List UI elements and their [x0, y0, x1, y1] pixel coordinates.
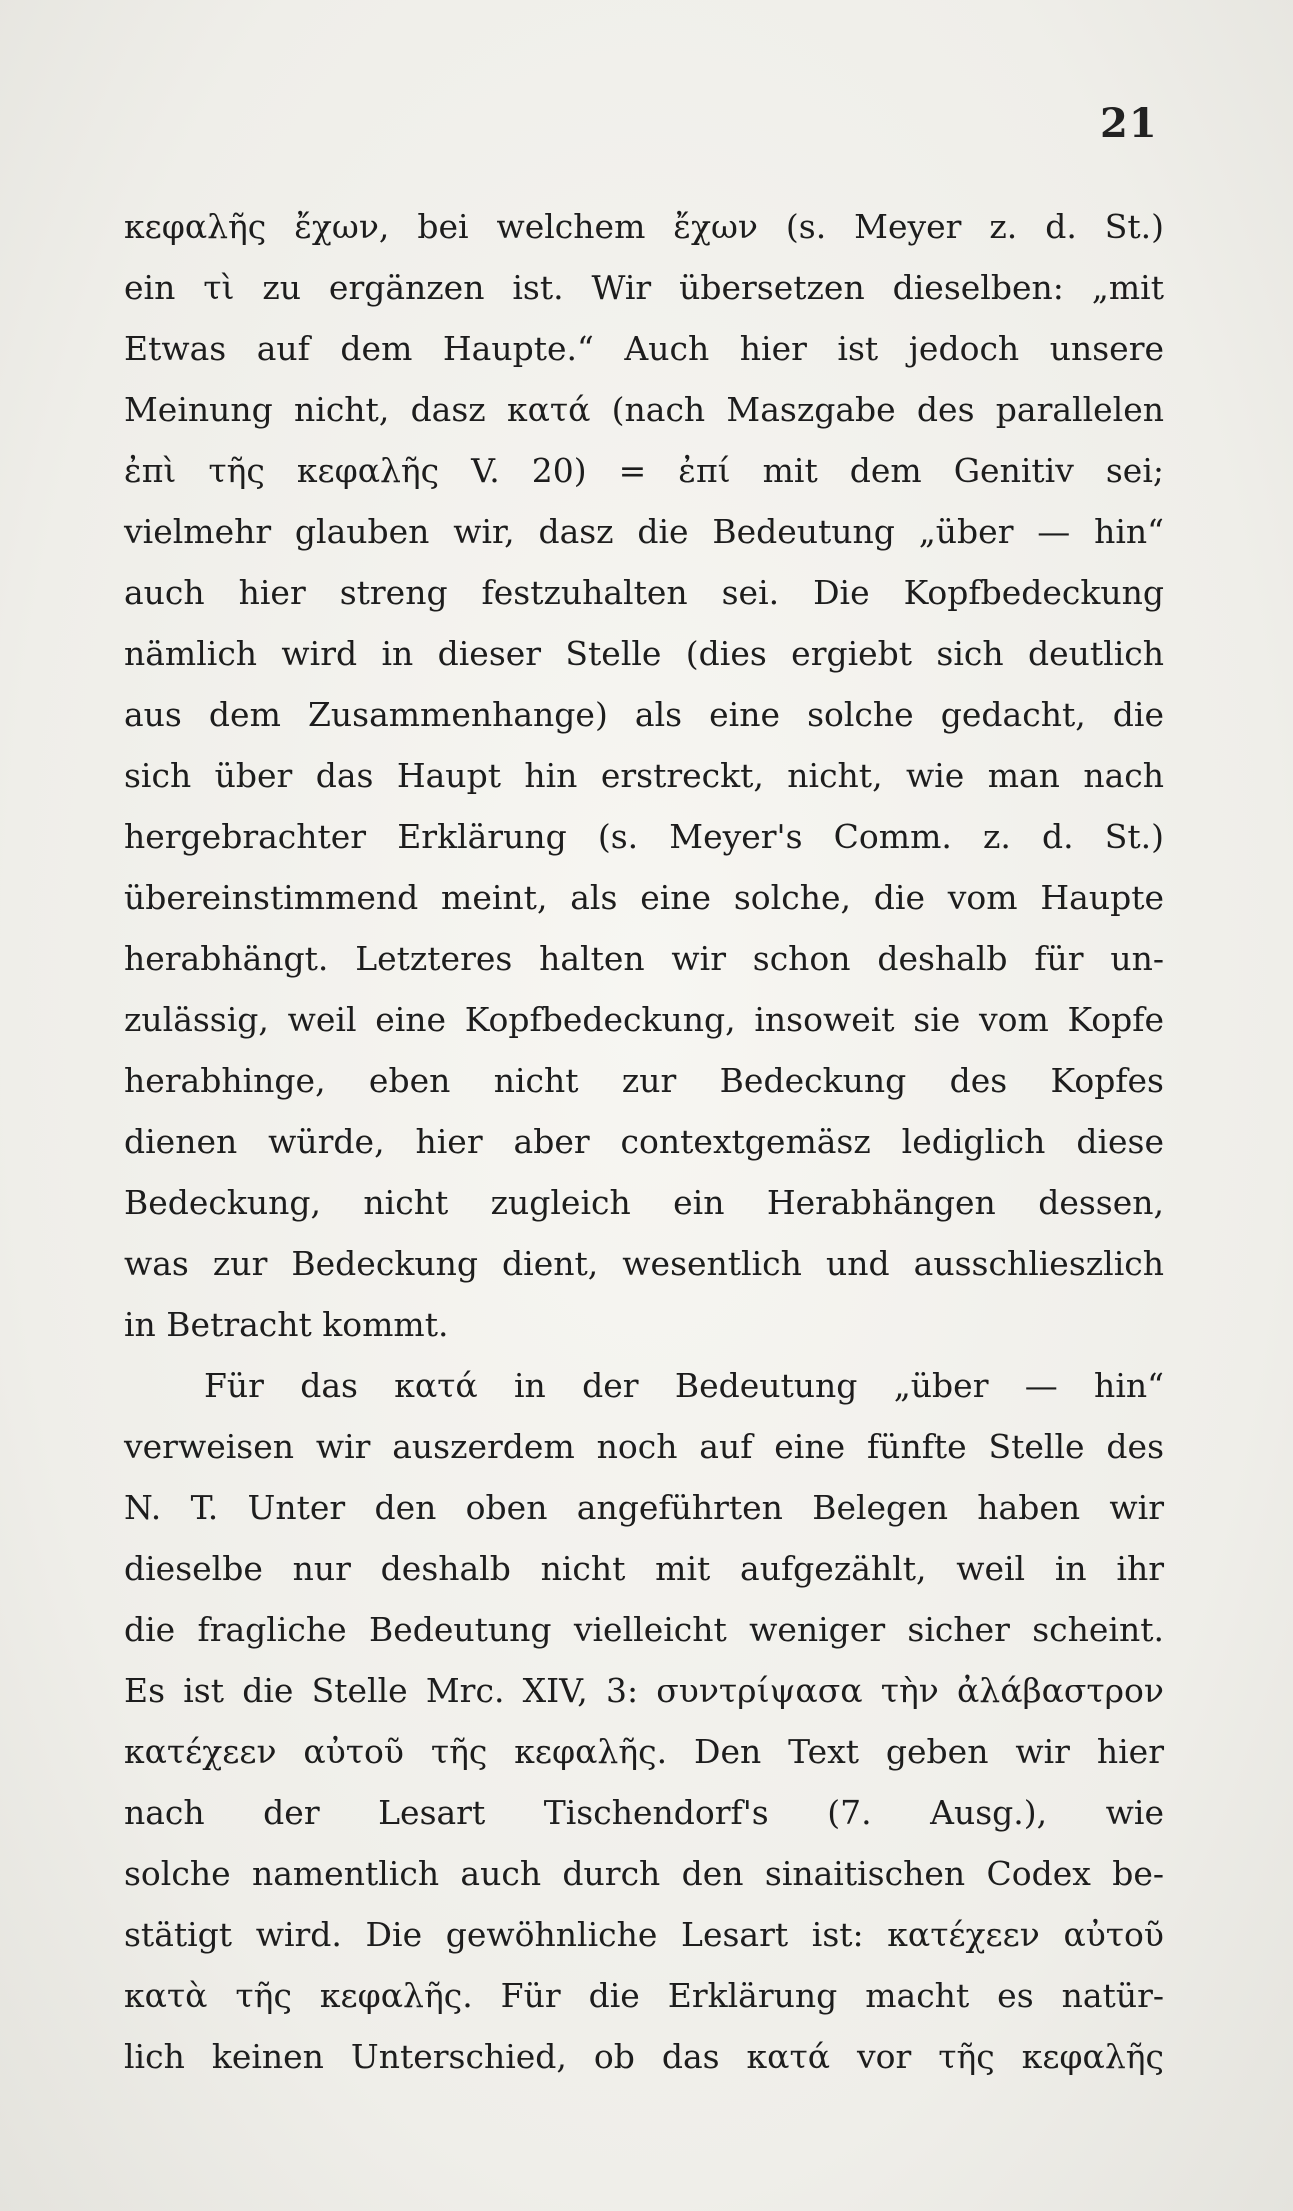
text-line: κεφαλῆς ἔχων, bei welchem ἔχων (s. Meyer z. d. St.) — [124, 207, 1164, 246]
page-number: 21 — [1100, 100, 1158, 147]
text-line: N. T. Unter den oben angeführten Belegen haben wir — [124, 1488, 1164, 1527]
text-line: herabhängt. Letzteres halten wir schon deshalb für un- — [124, 939, 1164, 978]
text-line: ἐπὶ τῆς κεφαλῆς V. 20) = ἐπί mit dem Genitiv sei; — [124, 451, 1164, 490]
text-line: κατέχεεν αὐτοῦ τῆς κεφαλῆς. Den Text geben wir hier — [124, 1732, 1164, 1771]
text-line-paragraph-start: Für das κατά in der Bedeutung „über — hin“ — [204, 1366, 1164, 1405]
text-line: verweisen wir auszerdem noch auf eine fünfte Stelle des — [124, 1427, 1164, 1466]
body-text — [124, 196, 1164, 2087]
text-line: stätigt wird. Die gewöhnliche Lesart ist: κατέχεεν αὐτοῦ — [124, 1915, 1164, 1954]
text-line: vielmehr glauben wir, dasz die Bedeutung „über — hin“ — [124, 512, 1164, 551]
text-line: Meinung nicht, dasz κατά (nach Maszgabe des parallelen — [124, 390, 1164, 429]
text-line: die fragliche Bedeutung vielleicht weniger sicher scheint. — [124, 1610, 1164, 1649]
text-line: lich keinen Unterschied, ob das κατά vor τῆς κεφαλῆς — [124, 2037, 1164, 2076]
text-line: herabhinge, eben nicht zur Bedeckung des Kopfes — [124, 1061, 1164, 1100]
text-line: was zur Bedeckung dient, wesentlich und ausschlieszlich — [124, 1244, 1164, 1283]
text-line: Etwas auf dem Haupte.“ Auch hier ist jedoch unsere — [124, 329, 1164, 368]
text-line: hergebrachter Erklärung (s. Meyer's Comm. z. d. St.) — [124, 817, 1164, 856]
text-line-paragraph-end: in Betracht kommt. — [124, 1305, 449, 1344]
text-line: Es ist die Stelle Mrc. XIV, 3: συντρίψασα τὴν ἀλάβαστρον — [124, 1671, 1164, 1710]
text-line: nach der Lesart Tischendorf's (7. Ausg.), wie — [124, 1793, 1164, 1832]
text-line: zulässig, weil eine Kopfbedeckung, insoweit sie vom Kopfe — [124, 1000, 1164, 1039]
text-line: dieselbe nur deshalb nicht mit aufgezählt, weil in ihr — [124, 1549, 1164, 1588]
text-line: auch hier streng festzuhalten sei. Die Kopfbedeckung — [124, 573, 1164, 612]
text-line: Bedeckung, nicht zugleich ein Herabhängen dessen, — [124, 1183, 1164, 1222]
text-line: aus dem Zusammenhange) als eine solche gedacht, die — [124, 695, 1164, 734]
text-line: übereinstimmend meint, als eine solche, die vom Haupte — [124, 878, 1164, 917]
text-line: dienen würde, hier aber contextgemäsz lediglich diese — [124, 1122, 1164, 1161]
text-line: κατὰ τῆς κεφαλῆς. Für die Erklärung macht es natür- — [124, 1976, 1164, 2015]
text-line: nämlich wird in dieser Stelle (dies ergiebt sich deutlich — [124, 634, 1164, 673]
text-line: solche namentlich auch durch den sinaitischen Codex be- — [124, 1854, 1164, 1893]
text-line: sich über das Haupt hin erstreckt, nicht, wie man nach — [124, 756, 1164, 795]
text-line: ein τὶ zu ergänzen ist. Wir übersetzen dieselben: „mit — [124, 268, 1164, 307]
